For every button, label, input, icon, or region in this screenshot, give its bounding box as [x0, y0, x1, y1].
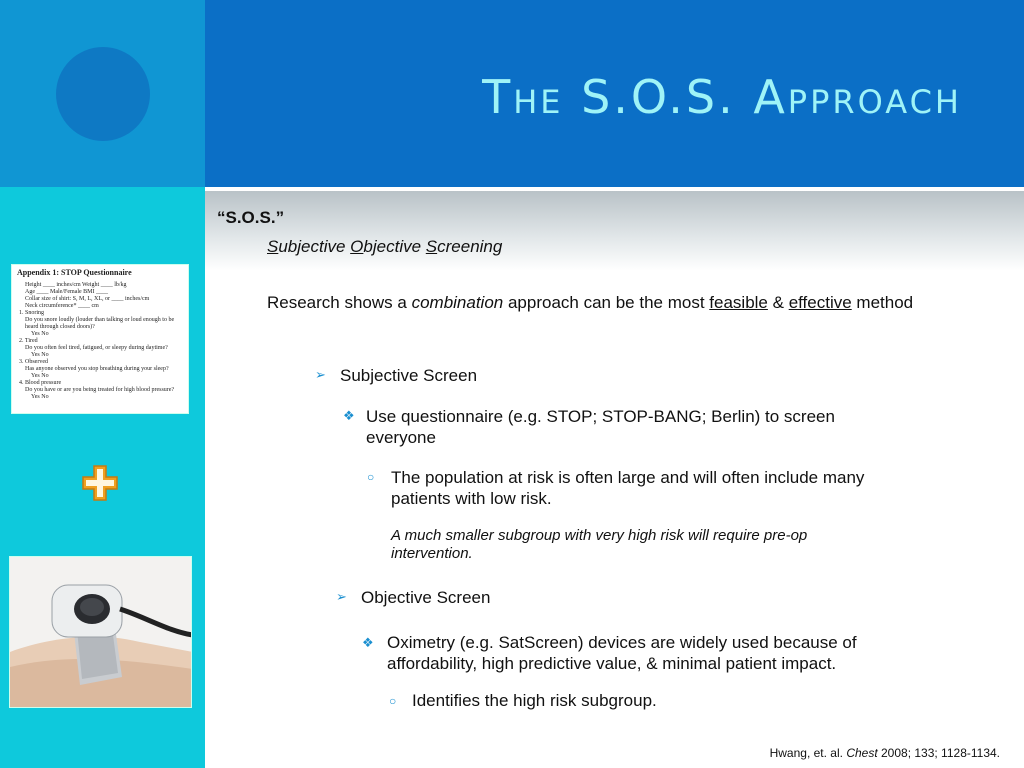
questionnaire-line: Do you often feel tired, fatigued, or sleepy during daytime? [25, 345, 168, 351]
sos-word-subjective: ubjective [278, 237, 351, 256]
citation [770, 746, 1000, 760]
research-pre: Research shows a [267, 293, 412, 312]
questionnaire-line: 1. Snoring [19, 310, 45, 316]
research-italic: combination [411, 293, 504, 312]
questionnaire-line: 2. Tired [19, 338, 38, 344]
bullet-objective-screen: Objective Screen [361, 588, 491, 607]
research-amp: & [767, 293, 789, 312]
questionnaire-line: Age ____ Male/Female BMI ____ [25, 289, 108, 295]
questionnaire-line: Yes No [31, 352, 49, 358]
diamond-bullet-icon: ❖ [362, 635, 374, 650]
questionnaire-line: Has anyone observed you stop breathing during your sleep? [25, 366, 169, 372]
questionnaire-line: Do you have or are you being treated for high blood pressure? [25, 387, 175, 393]
sos-letter-s2: S [425, 237, 438, 256]
slide-title: The S.O.S. Approach [482, 70, 962, 124]
research-effective: effective [788, 293, 852, 312]
diamond-bullet-icon: ❖ [343, 408, 355, 423]
questionnaire-line: Yes No [31, 394, 49, 400]
bullet-identifies-subgroup: Identifies the high risk subgroup. [412, 691, 657, 710]
circle-bullet-icon: ○ [367, 470, 375, 484]
arrow-bullet-icon: ➢ [315, 367, 326, 382]
sos-letter-s1: S [267, 237, 279, 256]
questionnaire-line: Height ____ inches/cm Weight ____ lb/kg [25, 282, 127, 288]
research-mid: approach can be the most [503, 293, 710, 312]
sos-heading: “S.O.S.” [217, 208, 285, 227]
plus-icon [81, 464, 119, 502]
questionnaire-line: Collar size of shirt: S, M, L, XL, or ____ inches/cm [25, 296, 150, 302]
sos-word-screening: creening [437, 237, 503, 256]
questionnaire-line: Do you snore loudly (louder than talking or loud enough to be heard through closed doors)? [25, 317, 175, 330]
note-high-risk-subgroup: A much smaller subgroup with very high risk will require pre-op intervention. [391, 527, 808, 562]
questionnaire-line: 3. Observed [19, 359, 48, 365]
sos-letter-o: O [350, 237, 364, 256]
questionnaire-line: Neck circumference* ____ cm [25, 303, 99, 309]
content-gradient-band [205, 191, 1024, 271]
questionnaire-line: 4. Blood pressure [19, 380, 62, 386]
decorative-circle [56, 47, 150, 141]
bullet-subjective-screen: Subjective Screen [340, 366, 478, 385]
research-post: method [851, 293, 914, 312]
bullet-population-at-risk: The population at risk is often large and will often include many patients with low risk. [391, 468, 865, 508]
sos-expanded [267, 236, 502, 257]
citation-journal: Chest [846, 746, 878, 760]
research-statement [267, 289, 917, 316]
oximetry-device-image [9, 556, 192, 708]
citation-authors: Hwang, et. al. [769, 746, 847, 760]
arrow-bullet-icon: ➢ [336, 589, 347, 604]
stop-questionnaire-image [11, 264, 189, 414]
bullet-oximetry: Oximetry (e.g. SatScreen) devices are widely used because of affordability, high predictive value, & minimal patient impact. [387, 633, 857, 673]
citation-details: 2008; 133; 1128-1134. [877, 746, 1000, 760]
questionnaire-line: Yes No [31, 373, 49, 379]
research-feasible: feasible [709, 293, 768, 312]
questionnaire-heading: Appendix 1: STOP Questionnaire [17, 268, 132, 277]
sos-word-objective: bjective [363, 237, 426, 256]
circle-bullet-icon: ○ [389, 694, 397, 708]
oximetry-device-illustration [10, 557, 192, 708]
bullet-questionnaire: Use questionnaire (e.g. STOP; STOP-BANG; Berlin) to screen everyone [366, 407, 835, 447]
questionnaire-line: Yes No [31, 331, 49, 337]
